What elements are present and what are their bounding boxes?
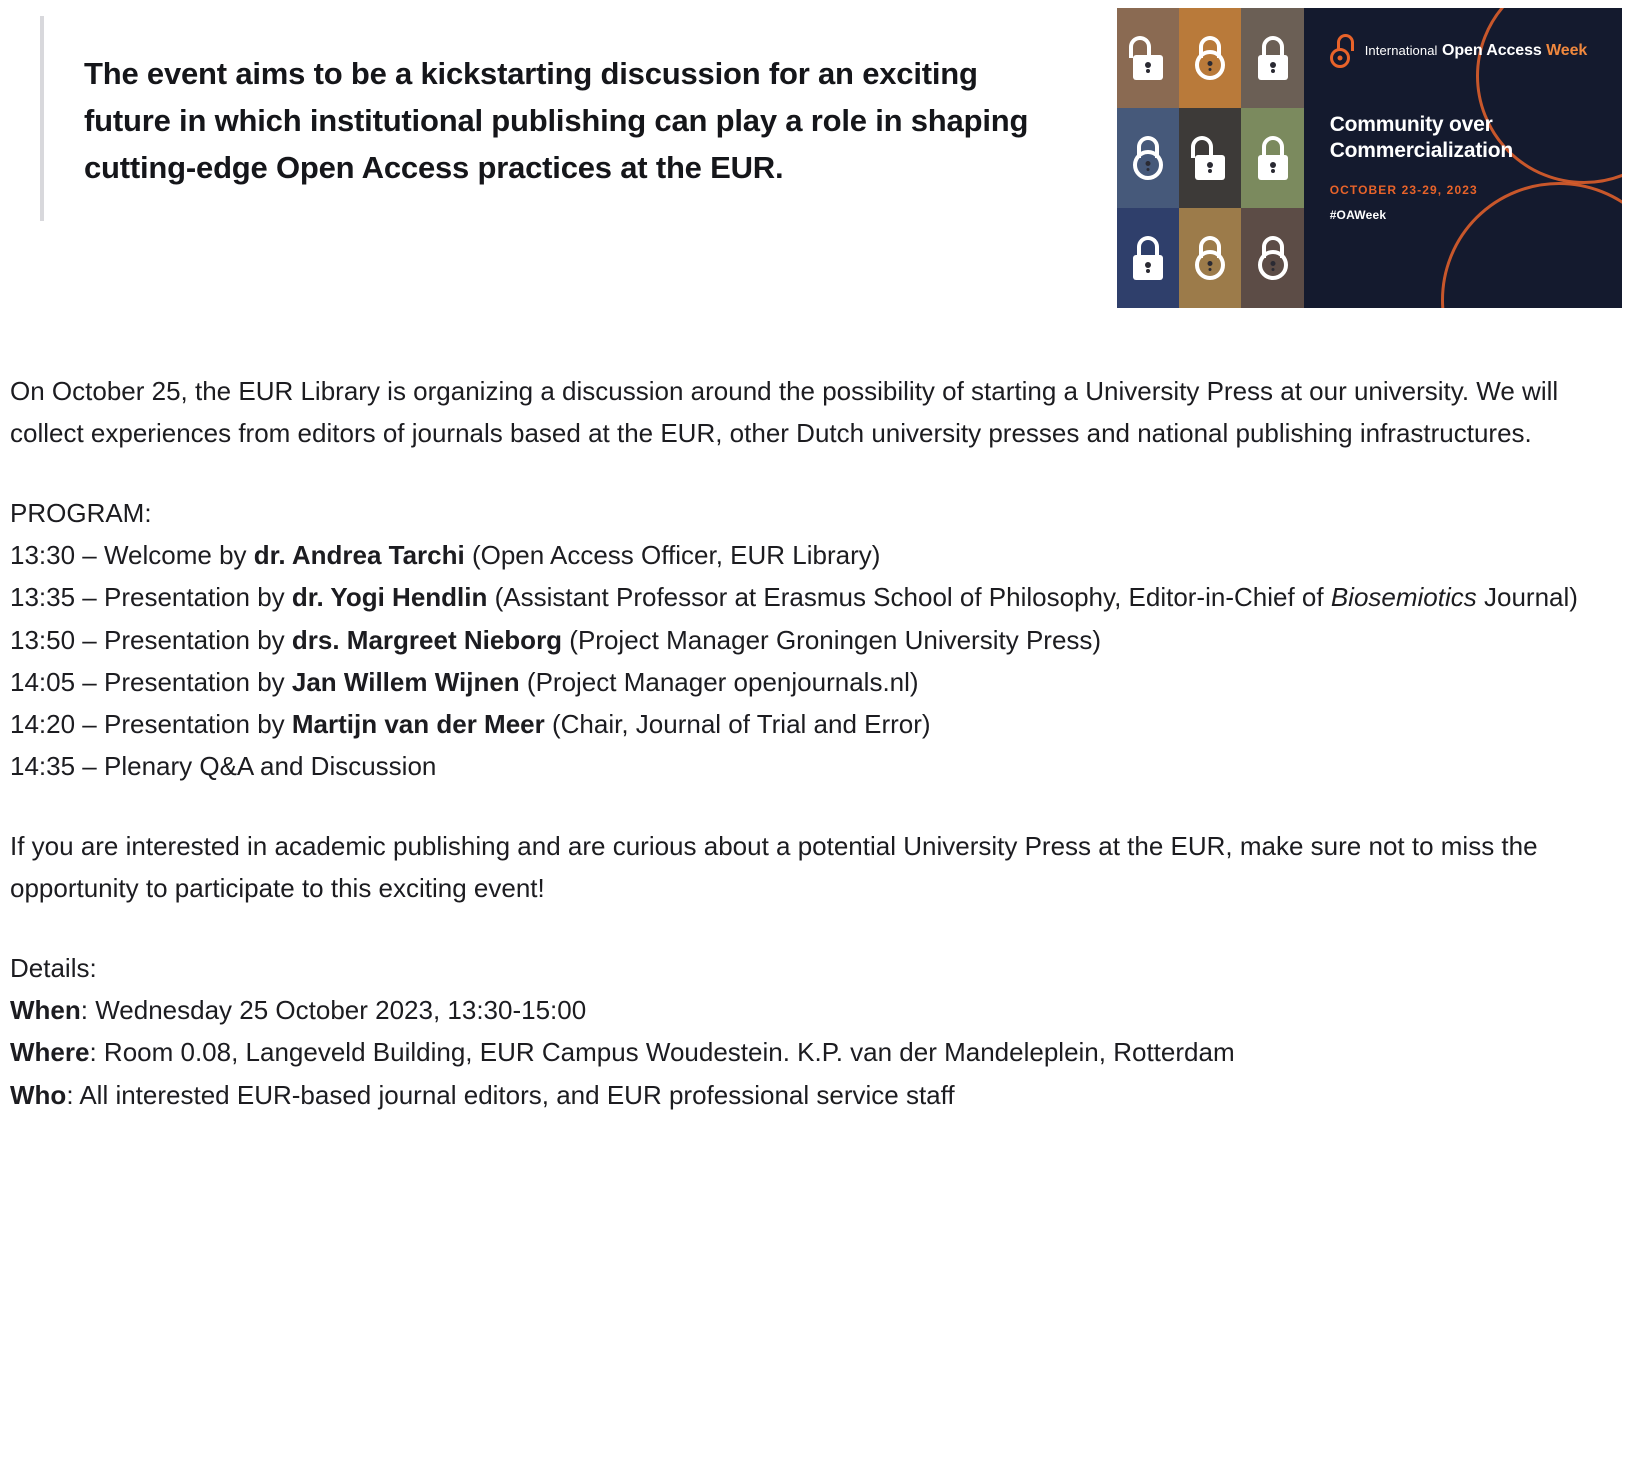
program-item xyxy=(10,703,1578,745)
banner-photo-grid xyxy=(1117,8,1304,308)
logo-line-open-access-week: Open Access Week xyxy=(1442,41,1588,59)
banner-text-panel xyxy=(1304,8,1622,308)
details-who-value: : All interested EUR-based journal editors, and EUR professional service staff xyxy=(66,1079,955,1110)
program-item xyxy=(10,661,1578,703)
program-pre: – Welcome by xyxy=(75,540,254,571)
banner-photo xyxy=(1117,8,1179,108)
program-speaker: dr. Yogi Hendlin xyxy=(291,582,488,613)
open-access-week-logo xyxy=(1330,34,1600,68)
program-post: (Project Manager Groningen University Press) xyxy=(562,624,1102,655)
banner-photo xyxy=(1117,208,1179,308)
banner-hashtag: #OAWeek xyxy=(1329,207,1387,222)
program-time: 14:05 xyxy=(10,666,76,697)
lock-ring-icon xyxy=(1193,236,1227,280)
program-post: (Chair, Journal of Trial and Error) xyxy=(544,708,931,739)
program-time: 14:20 xyxy=(10,708,76,739)
closed-lock-icon xyxy=(1131,236,1165,280)
open-lock-icon xyxy=(1193,136,1227,180)
closed-lock-icon xyxy=(1256,36,1290,80)
program-time: 13:30 xyxy=(10,540,76,571)
closing-paragraph: If you are interested in academic publishing and are curious about a potential University Press at the EUR, make sure not to miss the opportunity to participate to this exciting event! xyxy=(10,830,1538,904)
lock-ring-icon xyxy=(1131,136,1165,180)
open-access-lock-icon xyxy=(1330,34,1356,68)
program-heading: PROGRAM: xyxy=(10,498,152,529)
program-post: (Project Manager openjournals.nl) xyxy=(519,666,919,697)
intro-paragraph: On October 25, the EUR Library is organizing a discussion around the possibility of starting a University Press at our university. We will collect experiences from editors of journals based at the EUR, other Dutch university presses and national publishing infrastructures. xyxy=(10,376,1559,449)
program-post: (Open Access Officer, EUR Library) xyxy=(464,540,881,571)
details-when-label: When xyxy=(10,995,81,1026)
program-pre: – Presentation by xyxy=(75,624,292,655)
program-pre: – Presentation by xyxy=(75,666,292,697)
spacer xyxy=(10,454,1578,492)
details-where-value: : Room 0.08, Langeveld Building, EUR Campus Woudestein. K.P. van der Mandeleplein, Rotterdam xyxy=(89,1037,1235,1068)
program-speaker: Jan Willem Wijnen xyxy=(291,666,520,697)
details-when-value: : Wednesday 25 October 2023, 13:30-15:00 xyxy=(80,995,587,1026)
lock-ring-icon xyxy=(1256,236,1290,280)
banner-dates: OCTOBER 23-29, 2023 xyxy=(1329,182,1478,197)
logo-line-international: International xyxy=(1364,42,1438,58)
open-access-week-wordmark xyxy=(1365,42,1587,60)
open-access-week-banner xyxy=(1117,8,1622,308)
program-tail: Journal) xyxy=(1476,582,1578,613)
closed-lock-icon xyxy=(1256,136,1290,180)
banner-photo xyxy=(1241,208,1303,308)
program-pre: – Presentation by xyxy=(75,582,292,613)
details-when xyxy=(10,989,1578,1031)
spacer xyxy=(10,787,1578,825)
banner-theme-text: Community over Commercialization xyxy=(1329,113,1514,163)
details-where xyxy=(10,1031,1578,1073)
details-where-label: Where xyxy=(10,1037,90,1068)
program-time: 13:50 xyxy=(10,624,76,655)
program-speaker-prefix: drs xyxy=(291,624,333,655)
article-body xyxy=(0,370,1638,1116)
banner-photo xyxy=(1179,108,1241,208)
banner-photo xyxy=(1241,108,1303,208)
banner-photo xyxy=(1117,108,1179,208)
spacer xyxy=(10,909,1578,947)
program-speaker: Martijn van der Meer xyxy=(291,708,545,739)
lock-ring-icon xyxy=(1193,36,1227,80)
pull-quote-text: The event aims to be a kickstarting discussion for an exciting future in which institutional publishing can play a role in shaping cutting-edge Open Access practices at the EUR. xyxy=(84,56,1029,186)
program-item xyxy=(10,534,1578,576)
program-time: 14:35 xyxy=(10,750,76,781)
banner-photo xyxy=(1241,8,1303,108)
details-who-label: Who xyxy=(10,1079,67,1110)
program-pre: – Presentation by xyxy=(75,708,292,739)
details-who xyxy=(10,1074,1578,1116)
program-pre: – Plenary Q&A and Discussion xyxy=(75,750,437,781)
banner-photo xyxy=(1179,208,1241,308)
details-heading: Details: xyxy=(10,953,97,984)
pull-quote xyxy=(40,16,1040,221)
program-item xyxy=(10,745,1578,787)
open-lock-icon xyxy=(1131,36,1165,80)
program-speaker: dr. Andrea Tarchi xyxy=(253,540,465,571)
program-journal-title: Biosemiotics xyxy=(1330,582,1477,613)
top-section xyxy=(0,0,1638,308)
program-post: (Assistant Professor at Erasmus School of Philosophy, Editor-in-Chief of xyxy=(487,582,1331,613)
banner-photo xyxy=(1179,8,1241,108)
program-speaker: . Margreet Nieborg xyxy=(332,624,563,655)
program-item xyxy=(10,576,1578,618)
program-time: 13:35 xyxy=(10,582,76,613)
program-item xyxy=(10,619,1578,661)
